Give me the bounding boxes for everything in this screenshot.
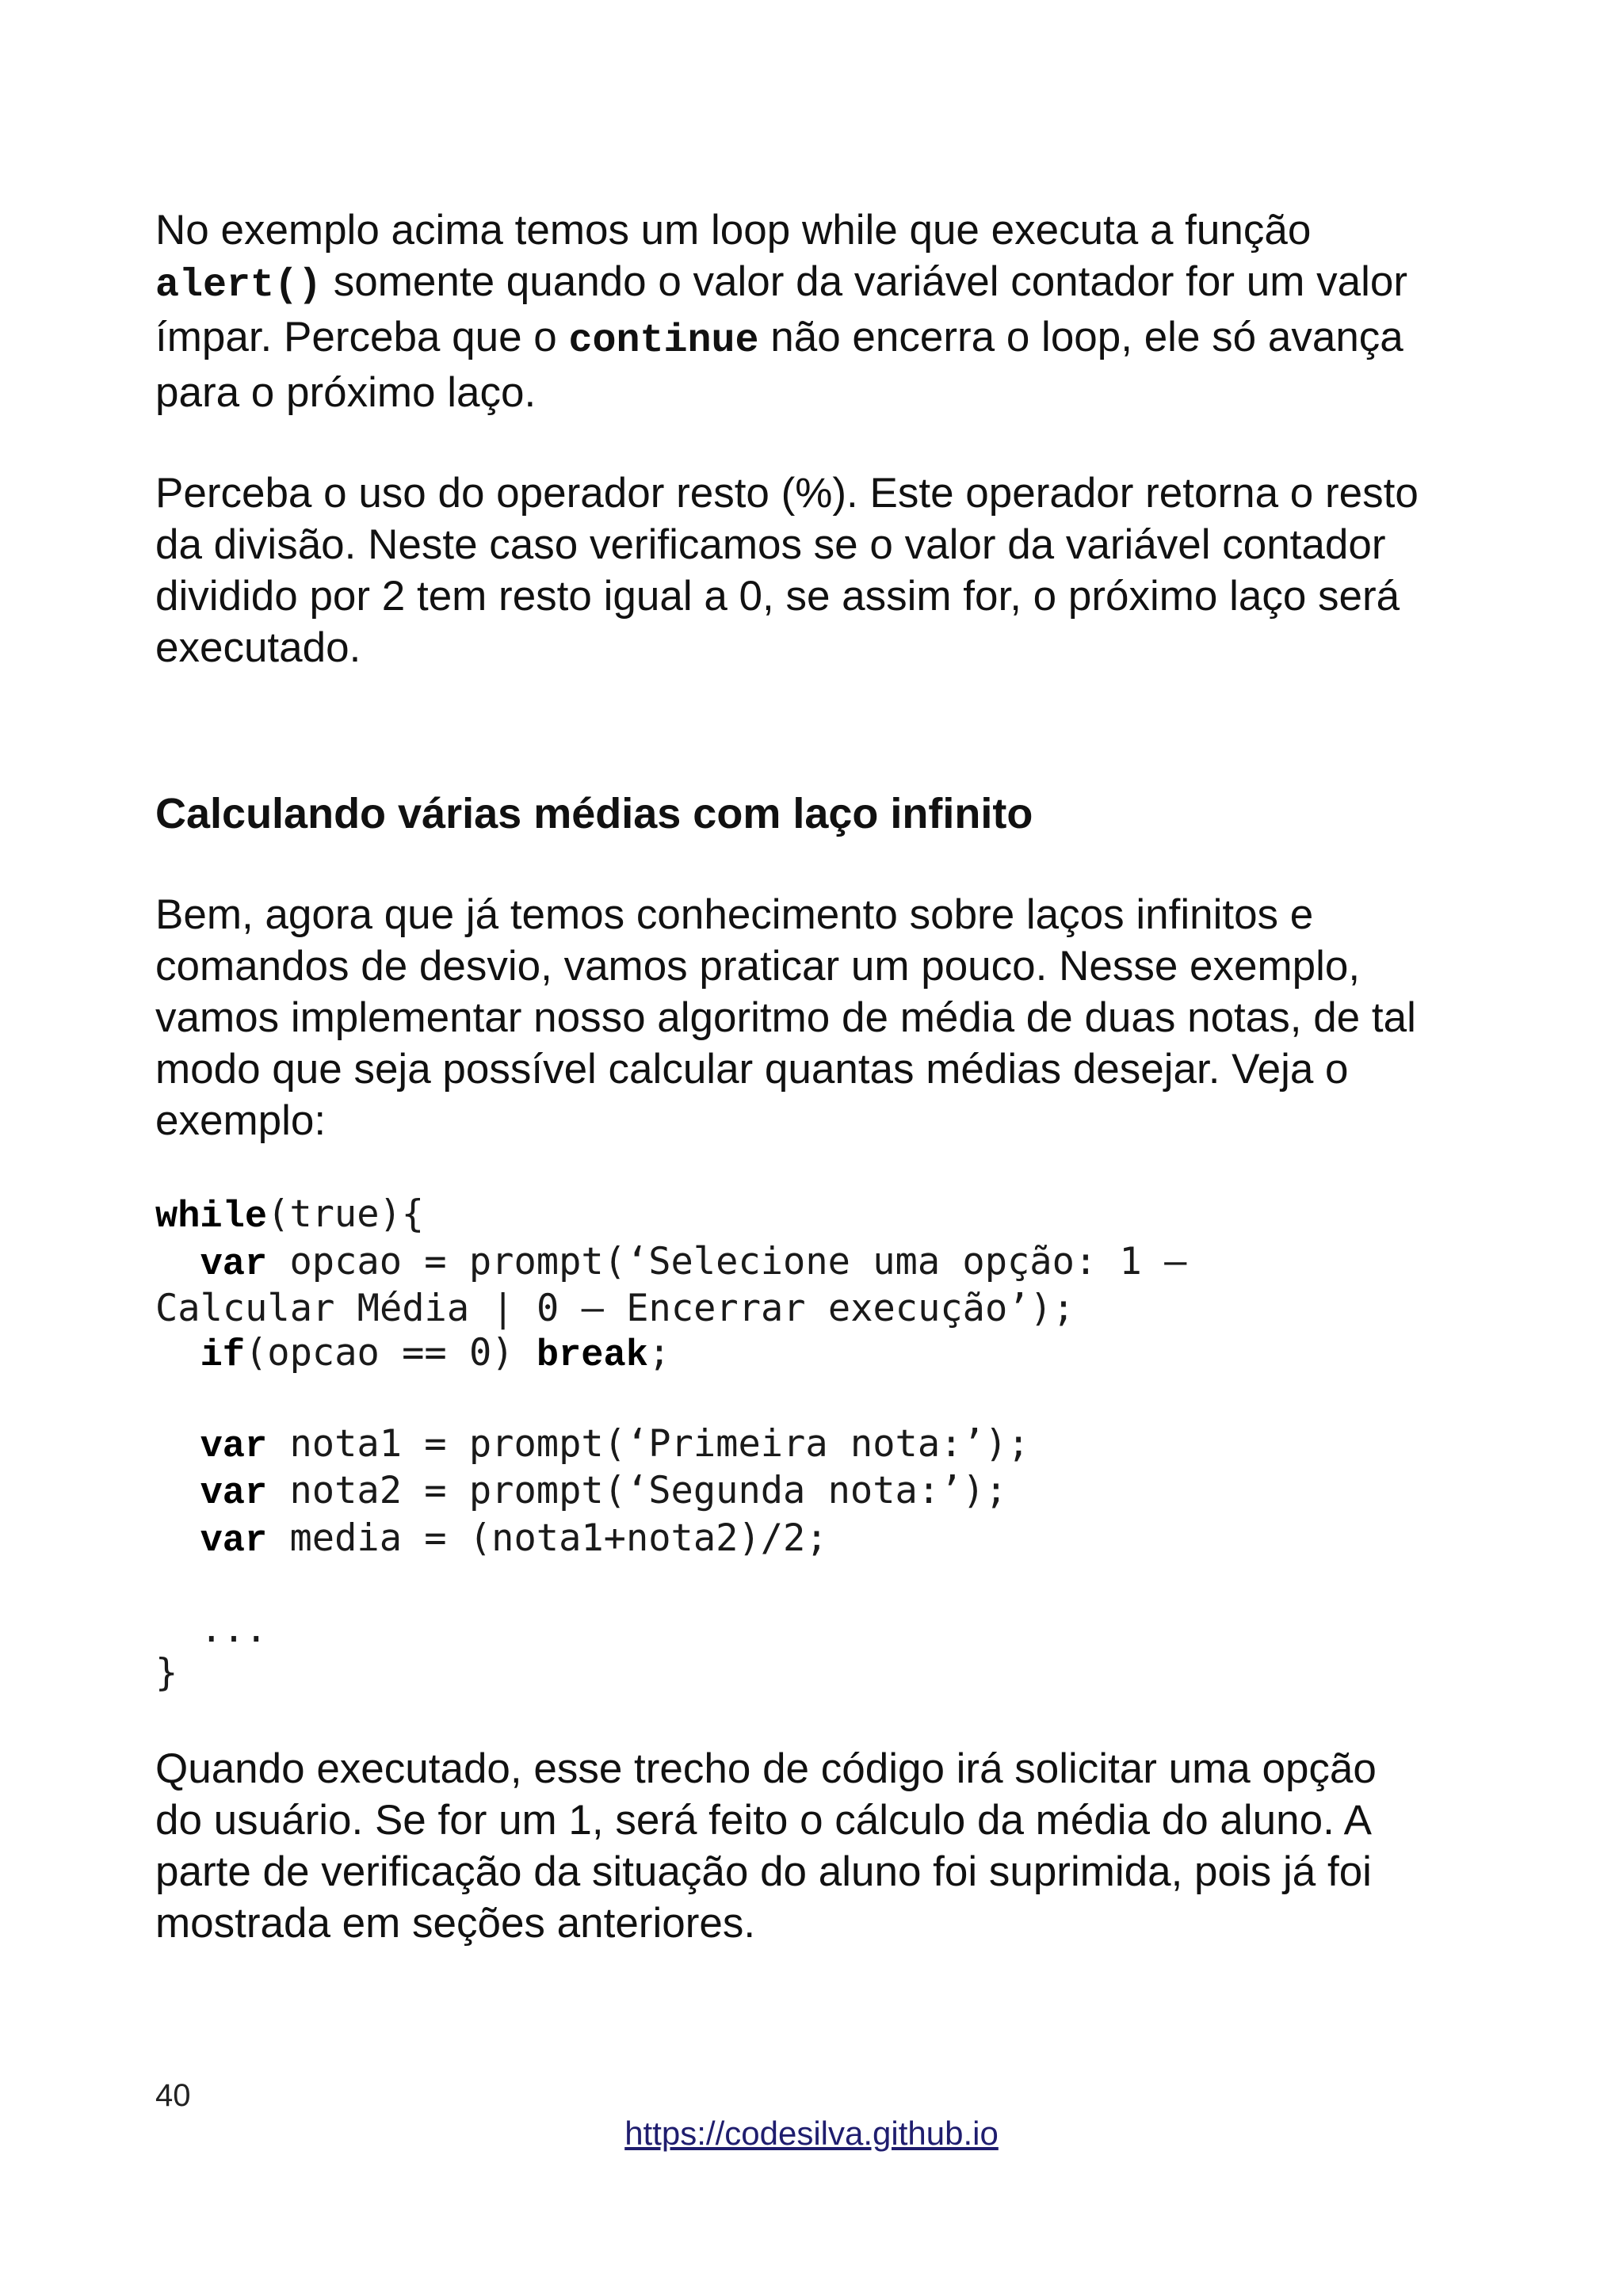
footer: [0, 2114, 1623, 2153]
paragraph-intro-example: Bem, agora que já temos conhecimento sobre laços infinitos e comandos de desvio, vamos praticar um pouco. Nesse exemplo, vamos implementar nosso algoritmo de média de duas notas, de tal modo que seja possível calcular quantas médias desejar. Veja o exemplo:: [155, 891, 1416, 1144]
paragraph-modulo-operator: Perceba o uso do operador resto (%). Este operador retorna o resto da divisão. Neste caso verificamos se o valor da variável contador dividido por 2 tem resto igual a 0, se assim for, o próximo laço será executado.: [155, 470, 1419, 671]
code-keyword: var: [200, 1473, 268, 1515]
code-keyword: var: [200, 1520, 268, 1562]
code-keyword: var: [200, 1425, 268, 1468]
paragraph-text: No exemplo acima temos um loop while que executa a função: [155, 207, 1312, 254]
code-keyword: break: [536, 1334, 648, 1377]
code-keyword: while: [155, 1196, 268, 1238]
code-block: [155, 1192, 1487, 1695]
code-text: (opcao == 0): [245, 1330, 537, 1375]
code-text: opcao = prompt(‘Selecione uma opção: 1 – Calcular Média | 0 – Encerrar execução’);: [155, 1239, 1187, 1330]
footer-link[interactable]: https://codesilva.github.io: [624, 2115, 999, 2152]
code-keyword: var: [200, 1243, 268, 1286]
paragraph-continue-explanation: [155, 204, 1487, 418]
page-number: 40: [155, 2078, 191, 2113]
code-text: media = (nota1+nota2)/2; ... }: [155, 1516, 828, 1695]
paragraph-execution-explanation: Quando executado, esse trecho de código irá solicitar uma opção do usuário. Se for um 1, será feito o cálculo da média do aluno. A parte de verificação da situação do aluno foi suprimida, pois já foi mostrada em seções anteriores.: [155, 1745, 1377, 1947]
paragraph-text: somente quando o valor da variável contador for um valor ímpar. Perceba que o: [155, 258, 1407, 360]
page-content: [155, 204, 1487, 1949]
code-keyword: if: [200, 1334, 246, 1377]
code-text: ;: [647, 1330, 671, 1375]
code-text: (true){: [267, 1192, 425, 1236]
section-heading: Calculando várias médias com laço infinito: [155, 790, 1033, 837]
inline-code-alert: alert(): [155, 263, 323, 308]
code-text: nota1 = prompt(‘Primeira nota:’);: [289, 1421, 1030, 1466]
inline-code-continue: continue: [568, 318, 759, 364]
paragraph-text: não encerra o loop, ele só avança para o próximo laço.: [155, 314, 1403, 416]
code-text: nota2 = prompt(‘Segunda nota:’);: [289, 1469, 1007, 1512]
